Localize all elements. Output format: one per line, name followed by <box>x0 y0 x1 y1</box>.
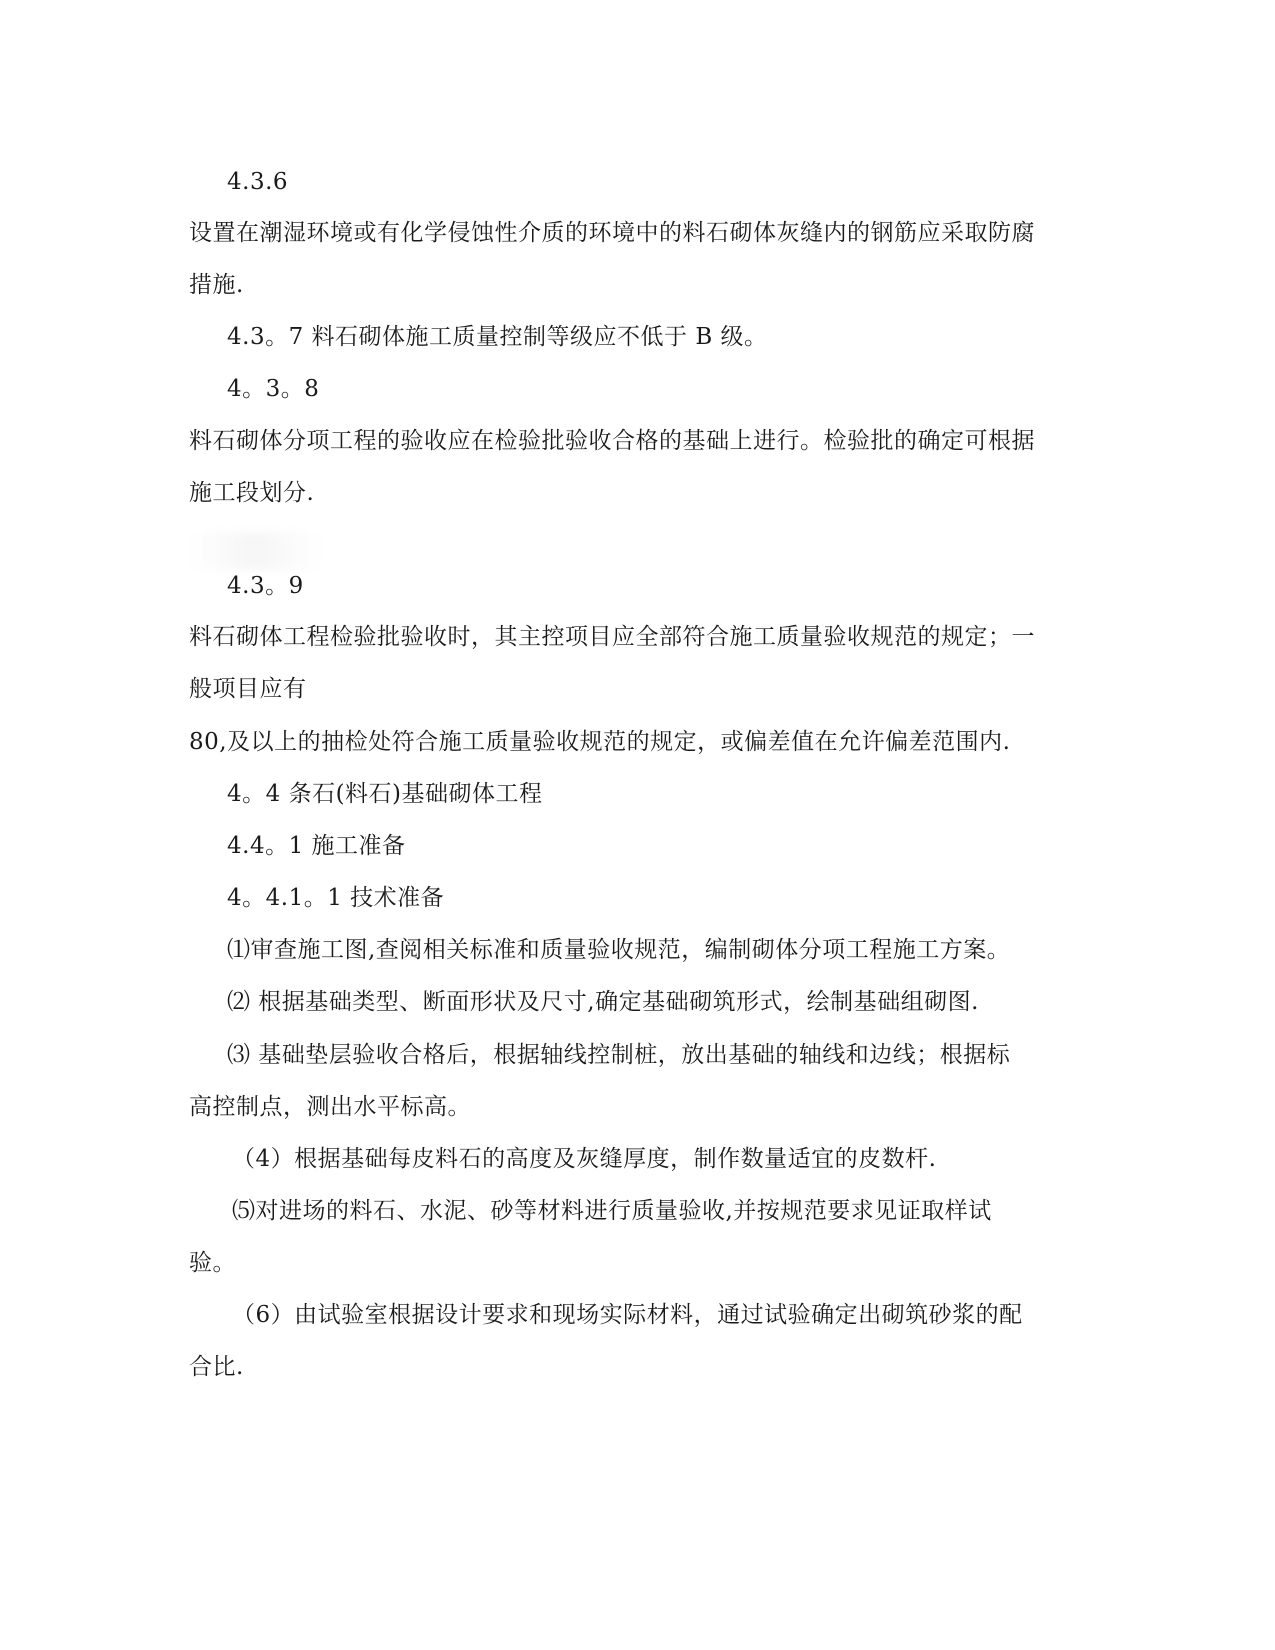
paragraph-line: 设置在潮湿环境或有化学侵蚀性介质的环境中的料石砌体灰缝内的钢筋应采取防腐 <box>189 220 1035 246</box>
paragraph-line: 合比. <box>189 1354 244 1380</box>
paragraph-line: 料石砌体工程检验批验收时，其主控项目应全部符合施工质量验收规范的规定；一 <box>189 624 1035 650</box>
paragraph-line: 施工段划分. <box>189 480 315 506</box>
list-item-3: ⑶ 基础垫层验收合格后，根据轴线控制桩，放出基础的轴线和边线；根据标 <box>227 1042 1011 1068</box>
paragraph-line: 80,及以上的抽检处符合施工质量验收规范的规定，或偏差值在允许偏差范围内. <box>189 729 1011 755</box>
list-item-1: ⑴审查施工图,查阅相关标准和质量验收规范，编制砌体分项工程施工方案。 <box>227 937 1011 963</box>
paragraph-line: 高控制点，测出水平标高。 <box>189 1094 471 1120</box>
paragraph-line: 般项目应有 <box>189 676 307 702</box>
section-heading-4-4: 4。4 条石(料石)基础砌体工程 <box>227 781 543 807</box>
section-number-4-3-6: 4.3.6 <box>227 169 289 195</box>
section-heading-4-4-1-1: 4。4.1。1 技术准备 <box>227 885 445 911</box>
paragraph-line: 验。 <box>189 1250 236 1276</box>
list-item-6: （6）由试验室根据设计要求和现场实际材料，通过试验确定出砌筑砂浆的配 <box>232 1302 1023 1328</box>
faded-watermark-text <box>188 532 323 570</box>
paragraph-line: 措施. <box>189 272 244 298</box>
section-4-3-7: 4.3。7 料石砌体施工质量控制等级应不低于 B 级。 <box>227 324 768 350</box>
section-number-4-3-8: 4。3。8 <box>227 376 320 402</box>
section-heading-4-4-1: 4.4。1 施工准备 <box>227 833 406 859</box>
paragraph-line: 料石砌体分项工程的验收应在检验批验收合格的基础上进行。检验批的确定可根据 <box>189 428 1035 454</box>
list-item-5: ⑸对进场的料石、水泥、砂等材料进行质量验收,并按规范要求见证取样试 <box>232 1198 992 1224</box>
section-number-4-3-9: 4.3。9 <box>227 573 304 599</box>
list-item-2: ⑵ 根据基础类型、断面形状及尺寸,确定基础砌筑形式，绘制基础组砌图. <box>227 989 979 1015</box>
list-item-4: （4）根据基础每皮料石的高度及灰缝厚度，制作数量适宜的皮数杆. <box>232 1146 937 1172</box>
